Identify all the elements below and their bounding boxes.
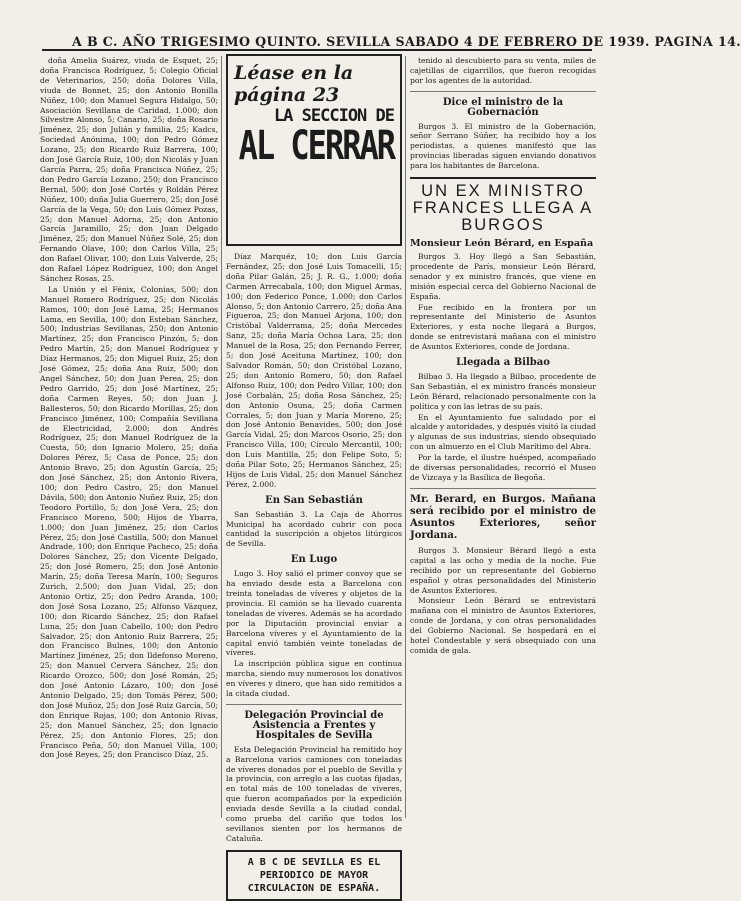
header-rule bbox=[42, 49, 592, 51]
paragraph-berard-2: Fue recibido en la frontera por un representante del Ministerio de Asuntos Exteriores, y esta noche llegará a Burgos, donde se entrevistará mañana con el ministro de Asuntos Exteriores, conde de Jordana. bbox=[410, 302, 596, 352]
column-divider bbox=[221, 56, 222, 818]
column-1 bbox=[40, 56, 218, 818]
paragraph-gobernacion: Burgos 3. El ministro de la Gobernación, señor Serrano Súñer, ha recibido hoy a los periodistas, a quienes manifestó que las provincias liberadas siguen enviando donativos para los habitantes de Barcelona. bbox=[410, 121, 596, 171]
column-divider bbox=[405, 56, 406, 818]
circulation-box: A B C DE SEVILLA ES EL PERIODICO DE MAYOR CIRCULACION DE ESPAÑA. bbox=[226, 850, 402, 901]
headline-ex-ministro: UN EX MINISTRO FRANCES LLEGA A BURGOS bbox=[410, 177, 596, 234]
col3-intro: tenido al descubierto para su venta, miles de cajetillas de cigarrillos, que fueron recogidas por los agentes de la autoridad. bbox=[410, 56, 596, 85]
paragraph-delegacion: Esta Delegación Provincial ha remitido hoy a Barcelona varios camiones con toneladas de víveres donados por el pueblo de Sevilla y la provincia, con arreglo a las cuotas fijadas, en total más de 100 toneladas de víveres, que fueron acompañados por la expedición enviada desde Sevilla a la ciudad condal, como prueba del cariño que todos los sevillanos sienten por los hermanos de Cataluña. bbox=[226, 744, 402, 843]
column-2 bbox=[226, 56, 402, 894]
ad-line-1: Léase en la bbox=[234, 62, 354, 84]
heading-berard-burgos: Mr. Berard, en Burgos. Mañana será recibido por el ministro de Asuntos Exteriores, señor Jordana. bbox=[410, 493, 596, 541]
paragraph-lugo-1: Lugo 3. Hoy salió el primer convoy que se ha enviado desde esta a Barcelona con treinta toneladas de víveres y objetos de la provincia. El camión se ha llevado cuarenta toneladas de víveres. Además se ha acordado por la Diputación provincial enviar a Barcelona víveres y el Ayuntamiento de la capital envió también veinte toneladas de víveres. bbox=[226, 569, 402, 658]
paragraph-bilbao-3: Por la tarde, el ilustre huésped, acompañado de diversas personalidades, recorrió el Museo de Vizcaya y la Basílica de Begoña. bbox=[410, 453, 596, 482]
paragraph-berard-1: Burgos 3. Hoy llegó a San Sebastián, procedente de París, monsieur León Bérard, senador y ex ministro francés, que viene en misión especial cerca del Gobierno Nacional de España. bbox=[410, 251, 596, 301]
paragraph-lugo-2: La inscripción pública sigue en continua marcha, siendo muy numerosos los donativos en víveres y dinero, que han sido remitidos a la citada ciudad. bbox=[226, 659, 402, 699]
page-header: A B C. AÑO TRIGESIMO QUINTO. SEVILLA SABADO 4 DE FEBRERO DE 1939. PAGINA 14. bbox=[72, 34, 741, 49]
heading-gobernacion: Dice el ministro de la Gobernación bbox=[442, 96, 564, 118]
col2-intro: Díaz Marquéz, 10; don Luis García Fernández, 25; don José Luis Tomacelli, 15; doña Pilar Galán, 25; J. R. G., 1.000; doña Carmen Arrecabala, 100; don Miguel Armas, 100; don Federico Ponce, 1.000; don Carlos Alonso, 5; don Antonio Carrero, 25; doña Ana Figueroa, 25; don Manuel Arjona, 100; don Cristóbal Valderrama, 25; doña Mercedes Sanz, 25; doña María Ochoa Lara, 25; don Manuel de la Rosa, 25; don Fernando Ferrer, 5; don José Aceituna Martínez, 100; don Salvador Román, 50; don Cristóbal Lozano, 25; don Antonio Romero, 50; don Rafael Alfonso Ruiz, 100; don Pedro Villar, 100; don José Corbalán, 25; doña Rosa Sánchez, 25; don Antonio Osuna, 25; doña Carmen Corrales, 5; don Juan y María Moreno, 25; don José Antonio Benavides, 500; don José García Vidal, 25; don Marcos Osorio, 25; don Francisco Villa, 100; Círculo Mercantil, 100; don Luis Mantilla, 25; don Felipe Soto, 5; doña Pilar Soto, 25; Hermanos Sánchez, 25; Hijos de Luis Vidal, 25; don Manuel Sánchez Pérez, 2.000. bbox=[226, 252, 402, 489]
paragraph-bilbao-1: Bilbao 3. Ha llegado a Bilbao, procedente de San Sebastián, el ex ministro francés monsieur León Bérard, relacionado personalmente con la política y con las letras de su país. bbox=[410, 371, 596, 411]
subheading-berard-espana: Monsieur León Bérard, en España bbox=[410, 238, 594, 250]
separator bbox=[226, 704, 402, 705]
col1-paragraph: La Unión y el Fénix, Colonias, 500; don Manuel Romero Rodríguez, 25; don Nicolás Ramos, 100; don José Lama, 25; Hermanos Lama, en Sevilla, 100; don Esteban Sánchez, 500; Industrias Sevillanas, 250; don Antonio Martínez, 25; don Francisco Pinzón, 5; don Pedro Martín, 25; don Manuel Rodríguez y Díaz Hermanos, 25; don Miguel Ruiz, 25; don José Gómez, 25; doña Ana Ruiz, 500; don Angel Sánchez, 50; don Juan Perea, 25; don Pedro Garrido, 25; don José Martínez, 25; doña Carmen Reyes, 50; don Juan J. Ballesteros, 50; don Ricardo Morillas, 25; don Francisco Jiménez, 100; Compañía Sevillana de Electricidad, 2.000; don Andrés Rodríguez, 25; don Manuel Rodríguez de la Cuesta, 50; don Ignacio Molero, 25; doña Dolores Pérez, 5; Casa de Ponce, 25; don Antonio Bravo, 25; don Agustín García, 25; don José Sánchez, 25; don Antonio Rivera, 100; don Pedro Castro, 25; don Manuel Dávila, 500; don Antonio Nuñez Ruiz, 25; don Teodoro Portillo, 5; don José Vera, 25; don Francisco Moreno, 500; Hijos de Ybarra, 1.000; don Juan Jiménez, 25; don Carlos Pérez, 25; don José Castilla, 500; don Manuel Andrade, 100; don Enrique Pacheco, 25; doña Dolores Sánchez, 25; don Vicente Delgado, 25; don José Romero, 25; don José Antonio Marín, 25; doña Teresa Marín, 100; Seguros Zurich, 2.500; don Juan Vidal, 25; don Antonio Ortiz, 25; don Pedro Aranda, 100; don José Sosa Lozano, 25; Alfonso Vázquez, 100; don Ricardo Sánchez, 25; don Rafael Luna, 25; don Juan Cabello, 100; don Pedro Salvador, 25; don Antonio Ruiz Barrera, 25; don Francisco Bulnes, 100; don Antonio Martínez Jiménez, 25; don Ildefonso Moreno, 25; don Manuel Cervera Sánchez, 25; don Ricardo Orozco, 500; don José Román, 25; don José Antonio Lázaro, 100; don José Antonio Delgado, 25; don Tomás Pérez, 500; don José Muñoz, 25; don José Ruiz García, 50; don Enrique Rojas, 100; don Antonio Rivas, 25; don Manuel Sánchez, 25; don Ignacio Pérez, 25; don Antonio Flores, 25; don Francisco Peña, 50; don Manuel Villa, 100; don José Reyes, 25; don Francisco Díaz, 25. bbox=[40, 284, 218, 760]
heading-lugo: En Lugo bbox=[290, 554, 338, 566]
heading-san-sebastian: En San Sebastián bbox=[265, 494, 363, 506]
paragraph-san-sebastian: San Sebastián 3. La Caja de Ahorros Municipal ha acordado cubrir con poca cantidad la suscripción a objetos litúrgicos de Sevilla. bbox=[226, 509, 402, 549]
heading-bilbao: Llegada a Bilbao bbox=[456, 357, 550, 369]
section-ad-box bbox=[226, 54, 402, 246]
ad-line-2: página 23 bbox=[234, 84, 340, 106]
paragraph-burgos-1: Burgos 3. Monsieur Bérard llegó a esta capital a las ocho y media de la noche. Fue recibido por un representante del Gobierno español y otras personalidades del Ministerio de Asuntos Exteriores. bbox=[410, 545, 596, 595]
ad-big-title-1: LA SECCION DE bbox=[273, 106, 394, 126]
separator bbox=[410, 488, 596, 489]
heading-delegacion: Delegación Provincial de Asistencia a Frentes y Hospitales de Sevilla bbox=[244, 709, 384, 741]
ad-big-title-2: AL CERRAR bbox=[238, 121, 394, 169]
paragraph-burgos-2: Monsieur León Bérard se entrevistará mañana con el ministro de Asuntos Exteriores, conde de Jordana, y con otras personalidades del Gobierno Nacional. Se hospedará en el hotel Condestable y será obsequiado con una comida de gala. bbox=[410, 596, 596, 655]
column-3 bbox=[410, 56, 596, 818]
col1-paragraph: doña Amelia Suárez, viuda de Esquet, 25; doña Francisca Rodríguez, 5; Colegio Oficial de Veterinarios, 250; doña Dolores Villa, viuda de Bonnet, 25; don Antonio Bonilla Núñez, 100; don Manuel Segura Hidalgo, 50; Asociación Sevillana de Caridad, 1.000; don Silvestre Alonso, 5; Canario, 25; doña Rosario Jiménez, 25; don Julián y familia, 25; Kadcs, Sociedad Anónima, 100; don Pedro Gómez Lozano, 25; don Ricardo Ruiz Barrera, 100; don José García Ruiz, 100; don Nicolás y Juan García Parra, 25; doña Francisca Núñez, 25; don Pedro García Lozano, 250; don Francisco Bernal, 500; don José Cortés y Roldán Pérez Núñez, 100; doña Julia Guerrero, 25; don José García de la Vega, 50; don Luis Gómez Pozas, 25; don Manuel Adorna, 25; don Antonio García Jaramillo, 25; don Juan Delgado Jiménez, 25; don Manuel Núñez Solé, 25; don Fernando Olave, 100; don Carlos Villa, 25; don Rafael Olivar, 100; don Luis Valverde, 25; don Rafael López Rodríguez, 100; don Angel Sánchez Rosas, 25. bbox=[40, 56, 218, 283]
separator bbox=[410, 91, 596, 92]
paragraph-bilbao-2: En el Ayuntamiento fue saludado por el alcalde y autoridades, y después visitó la ciudad y algunas de sus industrias, siendo obsequiado con un almuerzo en el Club Marítimo del Abra. bbox=[410, 412, 596, 452]
